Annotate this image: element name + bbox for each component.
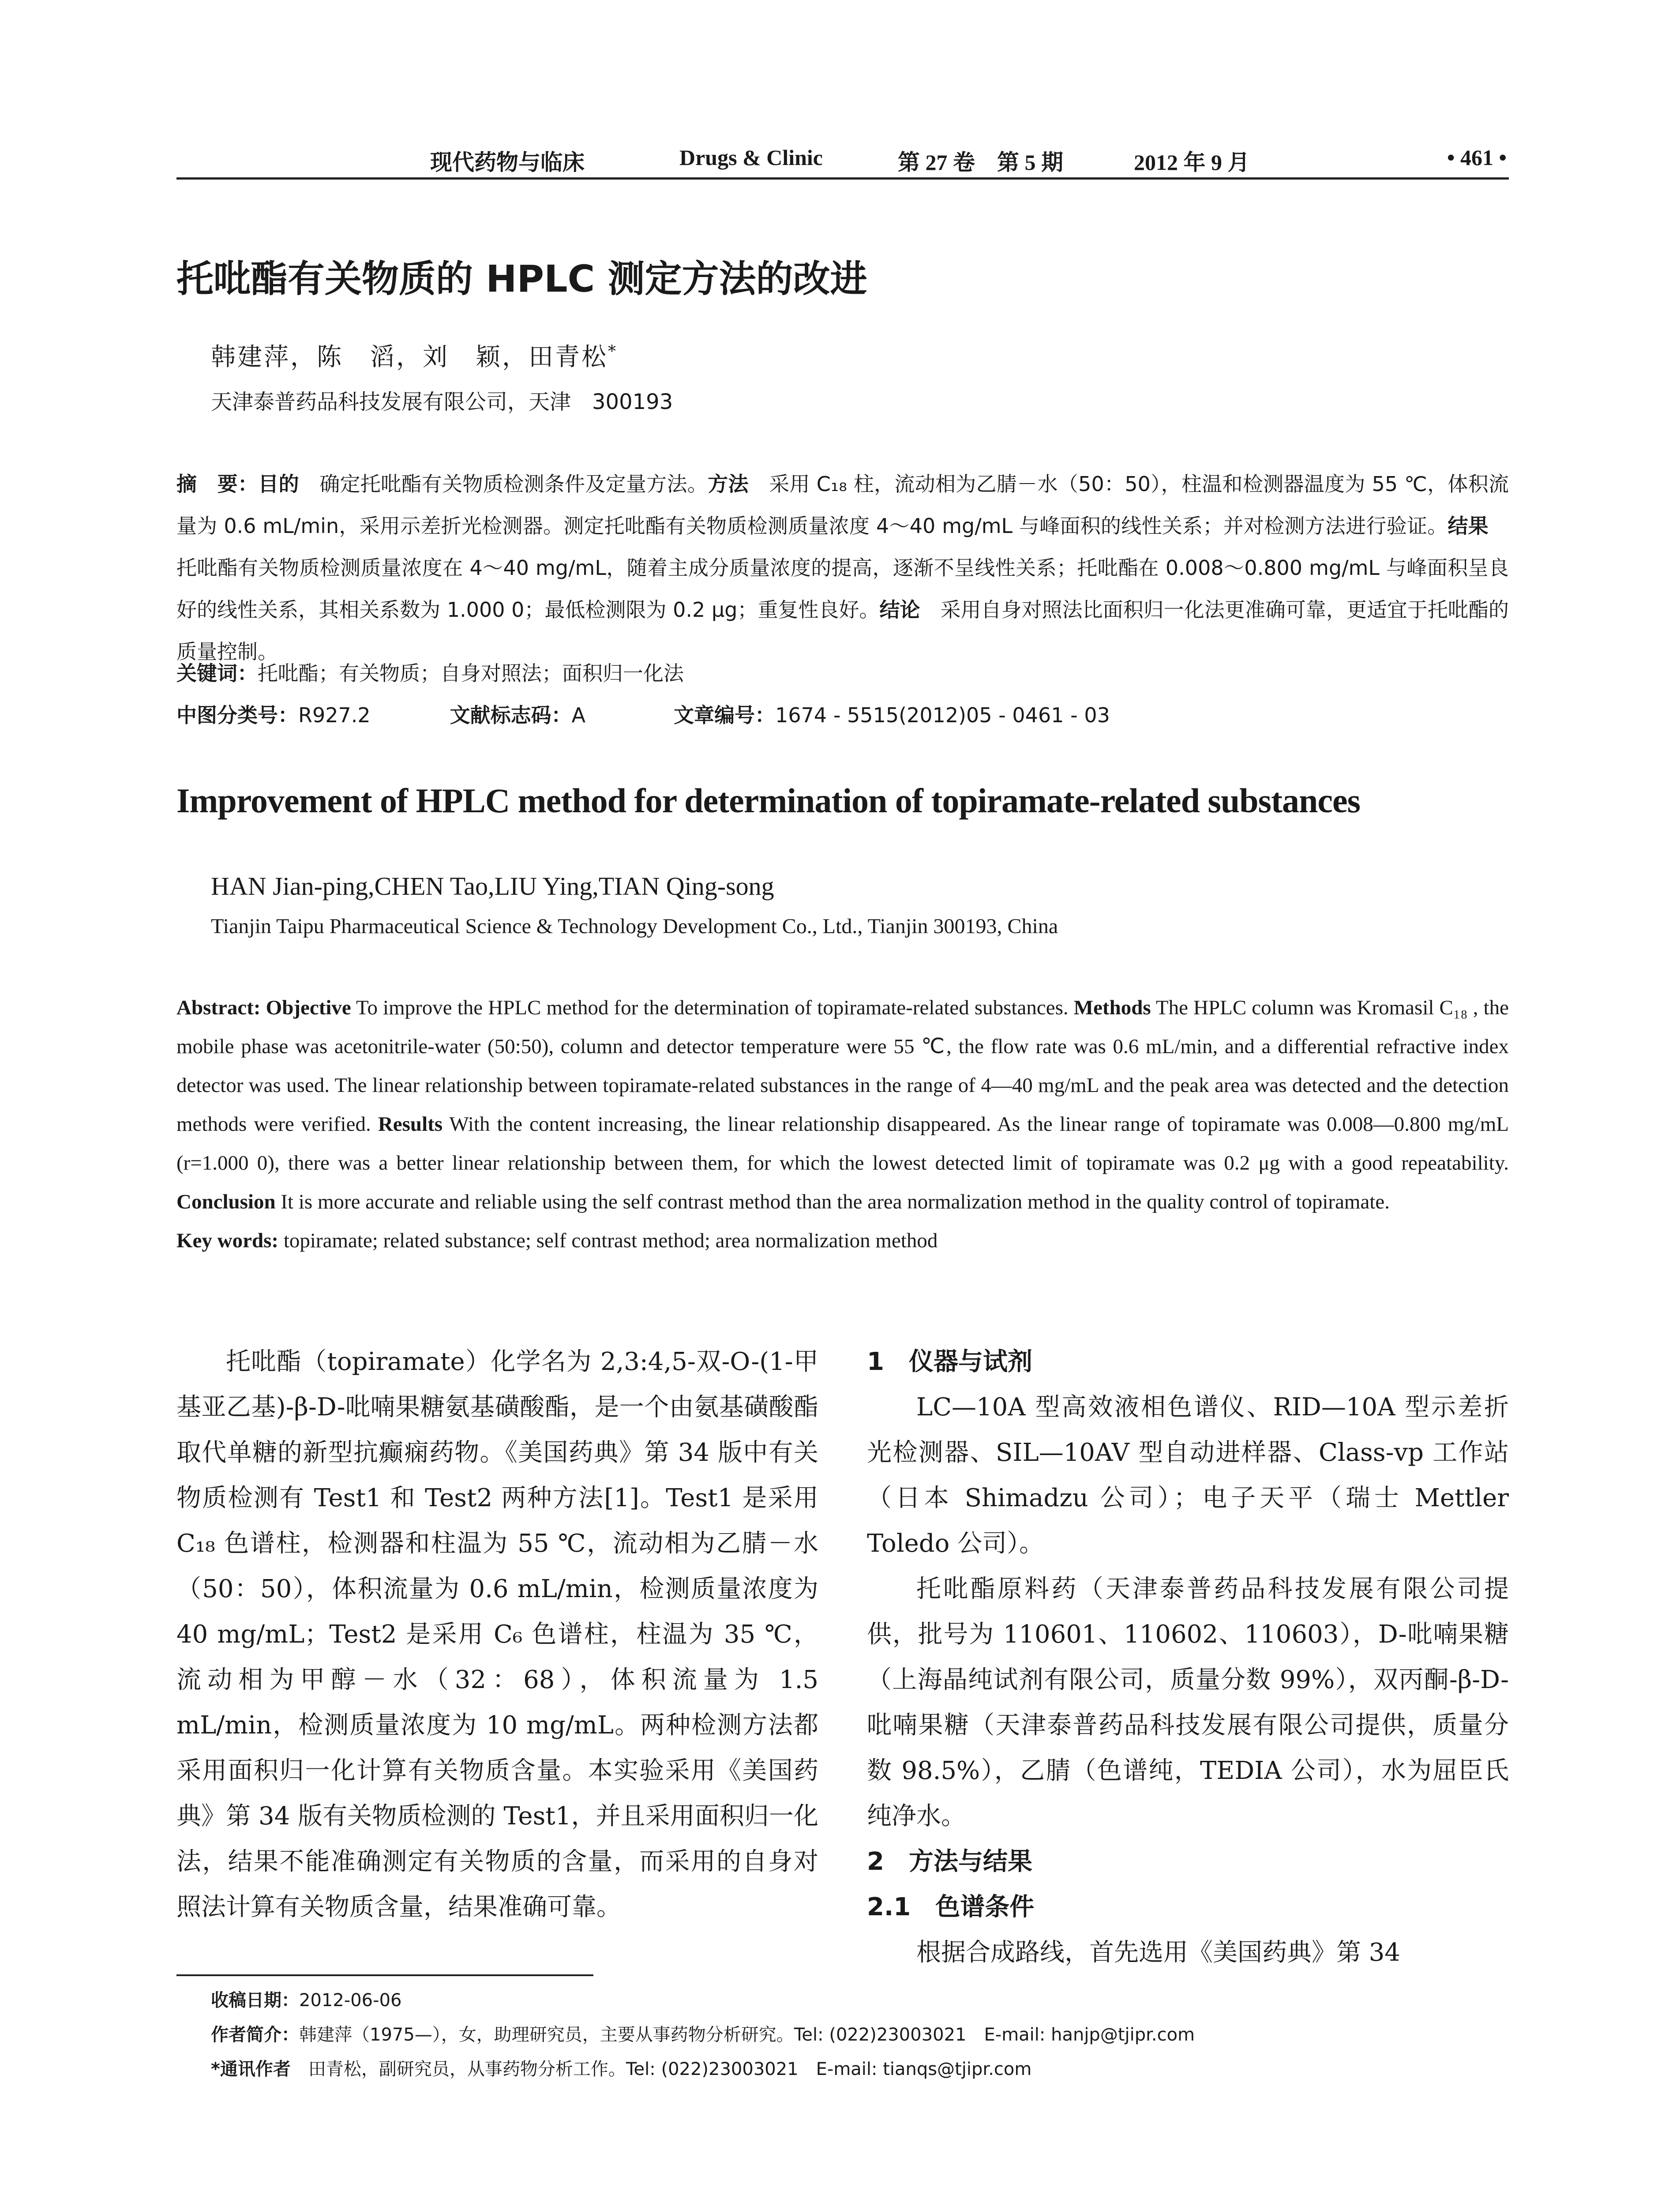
subsection-heading-2-1: 2.1 色谱条件 bbox=[867, 1893, 1035, 1921]
abstract-cn bbox=[176, 463, 1509, 673]
authors-cn bbox=[211, 338, 618, 373]
received-date bbox=[211, 1983, 1512, 2018]
corresponding-mark: * bbox=[608, 342, 618, 361]
doc-code-label: 文献标志码： bbox=[450, 703, 572, 727]
section-heading-1: 1 仪器与试剂 bbox=[867, 1347, 1032, 1376]
issue-date: 2012 年 9 月 bbox=[1134, 150, 1250, 175]
reagents-paragraph: 托吡酯原料药（天津泰普药品科技发展有限公司提供，批号为 110601、110602、110603），D-吡喃果糖（上海晶纯试剂有限公司，质量分数 99%），双丙酮-β-D-吡喃果糖（天津泰普药品科技发展有限公司提供，质量分数 98.5%），乙腈（色谱纯，TEDIA 公司），水为屈臣氏纯净水。 bbox=[867, 1575, 1509, 1831]
instruments-paragraph: LC—10A 型高效液相色谱仪、RID—10A 型示差折光检测器、SIL—10AV 型自动进样器、Class-vp 工作站（日本 Shimadzu 公司）；电子天平（瑞士 Mettler Toledo 公司）。 bbox=[867, 1393, 1509, 1558]
objective-label: 目的 bbox=[258, 472, 299, 496]
section-heading-2: 2 方法与结果 bbox=[867, 1847, 1032, 1876]
objective-en-text: To improve the HPLC method for the determination of topiramate-related substances. bbox=[351, 996, 1074, 1019]
intro-paragraph: 托吡酯（topiramate）化学名为 2,3:4,5-双-O-(1-甲基亚乙基)-β-D-吡喃果糖氨基磺酸酯，是一个由氨基磺酸酯取代单糖的新型抗癫痫药物。《美国药典》第 34 版中有关物质检测有 Test1 和 Test2 两种方法[1]。Test1 是采用 C₁₈ 色谱柱，检测器和柱温为 55 ℃，流动相为乙腈－水（50：50），体积流量为 0.6 mL/min，检测质量浓度为 40 mg/mL；Test2 是采用 C₆ 色谱柱，柱温为 35 ℃，流动相为甲醇－水（32：68），体积流量为 1.5 mL/min，检测质量浓度为 10 mg/mL。两种检测方法都采用面积归一化计算有关物质含量。本实验采用《美国药典》第 34 版有关物质检测的 Test1，并且采用面积归一化法，结果不能准确测定有关物质的含量，而采用的自身对照法计算有关物质含量，结果准确可靠。 bbox=[176, 1347, 818, 1921]
affiliation-cn: 天津泰普药品科技发展有限公司，天津 300193 bbox=[211, 390, 673, 414]
affiliation-en: Tianjin Taipu Pharmaceutical Science & Technology Development Co., Ltd., Tianjin 300193, China bbox=[211, 915, 1058, 938]
methods-en-label: Methods bbox=[1073, 996, 1151, 1019]
keywords-en-label: Key words: bbox=[176, 1229, 279, 1252]
keywords-en bbox=[176, 1221, 1509, 1260]
keywords-cn-text: 托吡酯；有关物质；自身对照法；面积归一化法 bbox=[258, 661, 684, 685]
page-number: • 461 • bbox=[1447, 145, 1507, 170]
title-en: Improvement of HPLC method for determination of topiramate-related substances bbox=[176, 781, 1360, 820]
authors-cn-names: 韩建萍，陈 滔，刘 颖，田青松 bbox=[211, 343, 608, 371]
keywords-cn bbox=[176, 657, 684, 687]
abstract-en-label: Abstract: Objective bbox=[176, 996, 351, 1019]
journal-name-en: Drugs & Clinic bbox=[679, 145, 823, 170]
body-column-right bbox=[867, 1339, 1509, 1975]
classification-line bbox=[176, 699, 1110, 728]
corresponding-author bbox=[211, 2052, 1512, 2086]
methods-en-text: The HPLC column was Kromasil C₁₈ , the mobile phase was acetonitrile-water (50:50), column and detector temperature were 55 ℃, the flow rate was 0.6 mL/min, and a differential refractive index detector was used. The linear relationship between topiramate-related substances in the range of 4—40 mg/mL and the peak area was detected and the detection methods were verified. bbox=[176, 996, 1509, 1136]
chromatography-paragraph: 根据合成路线，首先选用《美国药典》第 34 bbox=[916, 1938, 1401, 1967]
article-no-label: 文章编号： bbox=[674, 703, 776, 727]
footnote-rule bbox=[176, 1974, 593, 1976]
results-text: 托吡酯有关物质检测质量浓度在 4～40 mg/mL，随着主成分质量浓度的提高，逐渐不呈线性关系；托吡酯在 0.008～0.800 mg/mL 与峰面积呈良好的线性关系，其相关系数为 1.000 0；最低检测限为 0.2 μg；重复性良好。 bbox=[176, 514, 1509, 622]
results-label: 结果 bbox=[1448, 514, 1489, 538]
authors-en: HAN Jian-ping,CHEN Tao,LIU Ying,TIAN Qing-song bbox=[211, 872, 774, 900]
keywords-en-text: topiramate; related substance; self contrast method; area normalization method bbox=[278, 1229, 938, 1252]
clc-label: 中图分类号： bbox=[176, 703, 298, 727]
body-column-left bbox=[176, 1339, 818, 1930]
keywords-cn-label: 关键词： bbox=[176, 661, 258, 685]
corresponding-text: 田青松，副研究员，从事药物分析工作。Tel: (022)23003021 E-mail: tianqs@tjipr.com bbox=[290, 2059, 1032, 2079]
conclusion-label: 结论 bbox=[879, 598, 920, 622]
title-cn: 托吡酯有关物质的 HPLC 测定方法的改进 bbox=[176, 257, 867, 300]
author-bio-text: 韩建萍（1975—），女，助理研究员，主要从事药物分析研究。Tel: (022)23003021 E-mail: hanjp@tjipr.com bbox=[299, 2025, 1195, 2045]
abstract-cn-label: 摘 要： bbox=[176, 472, 259, 496]
results-en-text: With the content increasing, the linear relationship disappeared. As the linear range of topiramate was 0.008—0.800 mg/mL (r=1.000 0), there was a better linear relationship between them, for which the lowest detected limit of topiramate was 0.2 μg with a good repeatability. bbox=[176, 1113, 1509, 1174]
author-bio-label: 作者简介： bbox=[211, 2025, 299, 2045]
author-bio bbox=[211, 2018, 1512, 2052]
methods-text: 采用 C₁₈ 柱，流动相为乙腈－水（50：50），柱温和检测器温度为 55 ℃，体积流量为 0.6 mL/min，采用示差折光检测器。测定托吡酯有关物质检测质量浓度 4～40 mg/mL 与峰面积的线性关系；并对检测方法进行验证。 bbox=[176, 472, 1509, 538]
journal-name-cn: 现代药物与临床 bbox=[430, 150, 585, 175]
conclusion-en-label: Conclusion bbox=[176, 1190, 276, 1213]
results-en-label: Results bbox=[378, 1113, 443, 1136]
doc-code-value: A bbox=[571, 703, 586, 727]
corresponding-label: *通讯作者 bbox=[211, 2059, 291, 2079]
clc-value: R927.2 bbox=[298, 703, 371, 727]
footnotes bbox=[211, 1983, 1512, 2086]
abstract-en bbox=[176, 988, 1509, 1260]
header-rule bbox=[176, 177, 1509, 180]
running-header bbox=[176, 140, 1509, 180]
volume-issue: 第 27 卷 第 5 期 bbox=[898, 150, 1063, 175]
received-label: 收稿日期： bbox=[211, 1990, 299, 2011]
received-value: 2012-06-06 bbox=[299, 1990, 402, 2011]
objective-text: 确定托吡酯有关物质检测条件及定量方法。 bbox=[299, 472, 708, 496]
conclusion-text: 采用自身对照法比面积归一化法更准确可靠，更适宜于托吡酯的质量控制。 bbox=[176, 598, 1509, 664]
methods-label: 方法 bbox=[708, 472, 749, 496]
conclusion-en-text: It is more accurate and reliable using the self contrast method than the area normalization method in the quality control of topiramate. bbox=[275, 1190, 1390, 1213]
article-no-value: 1674 - 5515(2012)05 - 0461 - 03 bbox=[775, 703, 1110, 727]
